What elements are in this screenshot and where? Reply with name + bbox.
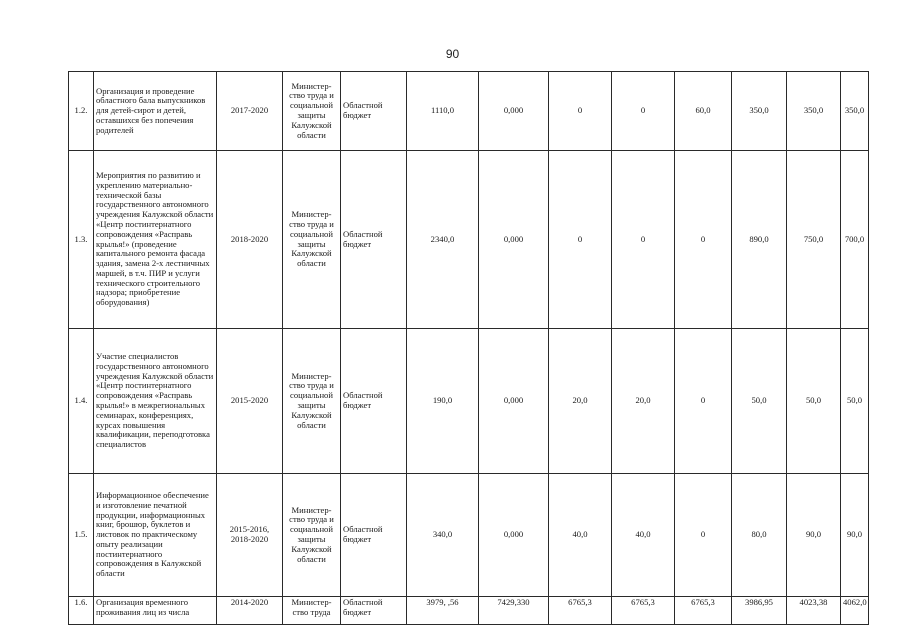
year-value: 0 [612,151,675,329]
implementation-period: 2015-2016, 2018-2020 [217,474,283,597]
year-value: 90,0 [841,474,869,597]
activity-name: Участие специалистов государственного автономного учреждения Калужской области «Центр постинтернатного сопровождения «Расправь крылья!» в межрегиональных семинарах, конференциях, курсах повышения квалификации, переподготовка специалистов [94,329,217,474]
year-value: 0,000 [479,151,549,329]
executor: Министер-ство труда и социальной защиты Калужской области [283,474,341,597]
table-row [69,72,869,151]
funding-source: Областной бюджет [341,474,407,597]
table-row [69,474,869,597]
row-number: 1.6. [69,597,94,625]
year-value: 350,0 [787,72,841,151]
year-value: 0,000 [479,329,549,474]
activity-name: Организация и проведение областного бала выпускников для детей-сирот и детей, оставшихся без попечения родителей [94,72,217,151]
total-value: 2340,0 [407,151,479,329]
year-value: 0 [675,329,732,474]
year-value: 60,0 [675,72,732,151]
year-value: 0 [612,72,675,151]
funding-source: Областной бюджет [341,72,407,151]
activity-name: Организация временного проживания лиц из числа [94,597,217,625]
year-value: 7429,330 [479,597,549,625]
year-value: 20,0 [549,329,612,474]
year-value: 40,0 [612,474,675,597]
year-value: 350,0 [841,72,869,151]
year-value: 700,0 [841,151,869,329]
row-number: 1.4. [69,329,94,474]
year-value: 0 [549,151,612,329]
implementation-period: 2018-2020 [217,151,283,329]
year-value: 40,0 [549,474,612,597]
year-value: 50,0 [732,329,787,474]
executor: Министер-ство труда [283,597,341,625]
year-value: 0 [675,151,732,329]
year-value: 6765,3 [612,597,675,625]
year-value: 80,0 [732,474,787,597]
year-value: 0,000 [479,72,549,151]
page-number: 90 [445,47,460,61]
total-value: 340,0 [407,474,479,597]
year-value: 90,0 [787,474,841,597]
year-value: 4023,38 [787,597,841,625]
implementation-period: 2014-2020 [217,597,283,625]
year-value: 20,0 [612,329,675,474]
row-number: 1.5. [69,474,94,597]
executor: Министер-ство труда и социальной защиты Калужской области [283,329,341,474]
year-value: 750,0 [787,151,841,329]
row-number: 1.2. [69,72,94,151]
executor: Министер-ство труда и социальной защиты Калужской области [283,72,341,151]
year-value: 0 [549,72,612,151]
total-value: 1110,0 [407,72,479,151]
implementation-period: 2017-2020 [217,72,283,151]
funding-source: Областной бюджет [341,597,407,625]
total-value: 190,0 [407,329,479,474]
funding-source: Областной бюджет [341,329,407,474]
year-value: 4062,0 [841,597,869,625]
table-row [69,151,869,329]
year-value: 890,0 [732,151,787,329]
program-activities-table [68,71,869,625]
year-value: 6765,3 [549,597,612,625]
table-row [69,329,869,474]
row-number: 1.3. [69,151,94,329]
implementation-period: 2015-2020 [217,329,283,474]
year-value: 0,000 [479,474,549,597]
year-value: 6765,3 [675,597,732,625]
year-value: 3986,95 [732,597,787,625]
total-value: 3979, ,56 [407,597,479,625]
funding-source: Областной бюджет [341,151,407,329]
year-value: 0 [675,474,732,597]
year-value: 350,0 [732,72,787,151]
activity-name: Мероприятия по развитию и укреплению материально-технической базы государственного автономного учреждения Калужской области «Центр постинтернатного сопровождения «Расправь крылья!» (проведение капитального ремонта фасада здания, замена 2-х лестничных маршей, в т.ч. ПИР и услуги технического строительного надзора; приобретение оборудования) [94,151,217,329]
activity-name: Информационное обеспечение и изготовление печатной продукции, информационных книг, брошюр, буклетов и листовок по практическому опыту реализации постинтернатного сопровождения в Калужской области [94,474,217,597]
table-row [69,597,869,625]
executor: Министер-ство труда и социальной защиты Калужской области [283,151,341,329]
year-value: 50,0 [841,329,869,474]
year-value: 50,0 [787,329,841,474]
